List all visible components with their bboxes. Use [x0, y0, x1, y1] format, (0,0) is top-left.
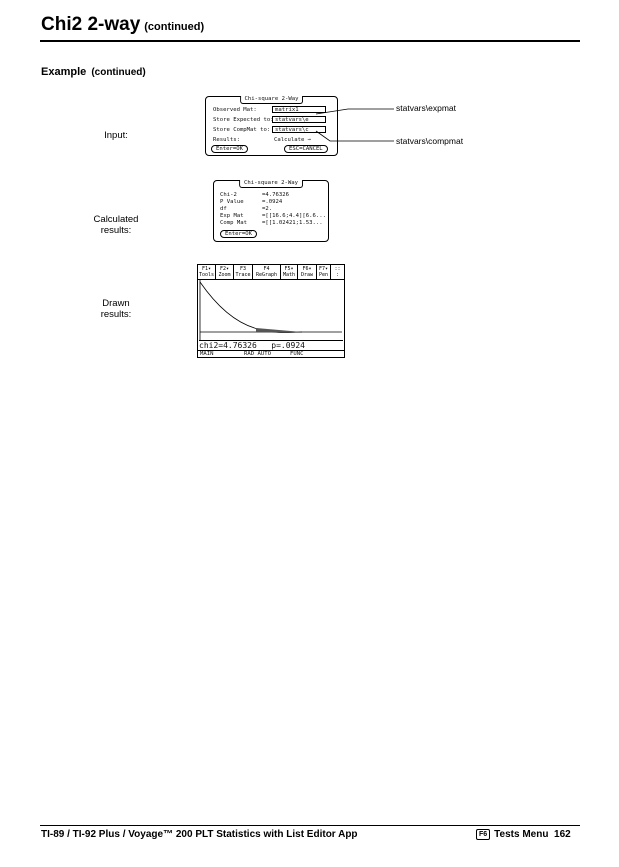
page-title: Chi2 2-way (continued) [41, 14, 205, 35]
calc-label-line1: Calculated [93, 214, 139, 225]
footer-right [476, 829, 571, 840]
toolbar-tools[interactable]: F1▾ Tools [198, 266, 215, 278]
toolbar-pen[interactable]: F7▾ Pen [317, 265, 331, 279]
example-subtitle: (continued) [91, 67, 146, 78]
results-dropdown[interactable]: Calculate → [274, 137, 312, 143]
chi2-label: Chi-2 [220, 192, 237, 198]
store-compmat-field[interactable]: statvars\c [272, 126, 326, 133]
callout-compmat: statvars\compmat [396, 136, 464, 146]
callout-expmat: statvars\expmat [396, 103, 456, 113]
expmat-label: Exp Mat [220, 213, 244, 219]
esc-cancel-button[interactable]: ESC=CANCEL [284, 145, 328, 153]
expmat-value: =[[16.6;4.4][6.6... [262, 213, 326, 219]
results-dialog [213, 180, 329, 242]
callout-line-compmat [316, 131, 394, 141]
pvalue-value: =.0924 [262, 199, 283, 205]
observed-mat-field[interactable]: matrix1 [272, 106, 326, 113]
results-dialog-title: Chi-square 2-Way [239, 180, 303, 188]
results-label: Results: [213, 137, 240, 143]
drawn-label-line2: results: [100, 309, 132, 320]
toolbar-regraph[interactable]: F4 ReGraph [253, 265, 281, 279]
callout-line-expmat [316, 109, 394, 114]
calc-label-line2: results: [100, 225, 132, 236]
toolbar-zoom[interactable]: F2▾ Zoom [216, 265, 234, 279]
calc-label [61, 214, 171, 236]
footer-left: TI-89 / TI-92 Plus / Voyage™ 200 PLT Statistics with List Editor App [41, 829, 358, 840]
status-main: MAIN [200, 351, 214, 357]
graph-readout: chi2=4.76326 p=.0924 [199, 340, 343, 350]
pvalue-label: P Value [220, 199, 244, 205]
input-label: Input: [104, 130, 128, 141]
compmat-value: =[[1.02421;1.53... [262, 220, 323, 226]
df-label: df [220, 206, 227, 212]
status-graph: FUNC [290, 351, 304, 357]
page-number: 162 [554, 829, 571, 840]
graph-toolbar [198, 265, 344, 280]
toolbar-math[interactable]: F5▾ Math [281, 265, 298, 279]
df-value: =2. [262, 206, 273, 212]
input-dialog-title: Chi-square 2-Way [240, 96, 304, 104]
toolbar-draw[interactable]: F6▾ Draw [298, 265, 317, 279]
observed-mat-label: Observed Mat: [213, 107, 257, 113]
chi2-pdf-plot [198, 280, 344, 340]
store-expected-label: Store Expected to: [213, 117, 274, 123]
footer-menu: Tests Menu [494, 829, 549, 840]
results-enter-ok-button[interactable]: Enter=OK [220, 230, 257, 238]
drawn-label-line1: Drawn [102, 298, 130, 309]
f6-key-icon: F6 [476, 829, 490, 840]
compmat-label: Comp Mat [220, 220, 247, 226]
store-expected-field[interactable]: statvars\e [272, 116, 326, 123]
example-heading: Example (continued) [41, 66, 146, 78]
store-compmat-label: Store CompMat to: [213, 127, 271, 133]
chi2-value: =4.76326 [262, 192, 289, 198]
drawn-label [61, 298, 171, 320]
chi2-curve [200, 282, 302, 332]
page-subtitle: (continued) [144, 21, 205, 33]
enter-ok-button[interactable]: Enter=OK [211, 145, 248, 153]
status-bar [198, 350, 344, 359]
graph-screen [197, 264, 345, 358]
toolbar-trace[interactable]: F3 Trace [234, 265, 253, 279]
status-mode: RAD AUTO [244, 351, 271, 357]
footer-rule [40, 825, 580, 826]
toolbar-more[interactable]: :: : [334, 266, 341, 278]
shaded-region [256, 328, 302, 332]
